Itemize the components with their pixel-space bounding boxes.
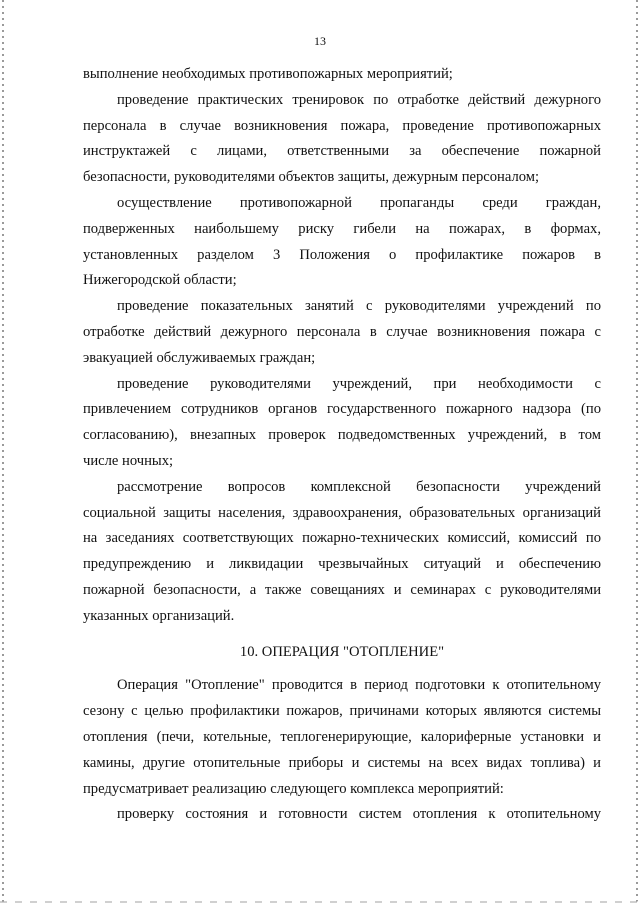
scan-right-edge: [636, 0, 638, 905]
page-number: 13: [314, 34, 326, 48]
text-line: предусматривает реализацию следующего комплекса мероприятий:: [83, 780, 504, 797]
text-line: указанных организаций.: [83, 607, 235, 624]
text-line: проведение показательных занятий с руководителями учреждений по: [117, 298, 601, 315]
text-line: Нижегородской области;: [83, 272, 237, 289]
scan-left-edge: [2, 0, 4, 905]
text-line: установленных разделом 3 Положения о профилактике пожаров в: [83, 246, 601, 263]
text-line: проверку состояния и готовности систем отопления к отопительному: [117, 806, 601, 823]
text-line: выполнение необходимых противопожарных мероприятий;: [83, 66, 453, 82]
text-line: пожарной безопасности, а также совещаниях и семинарах с руководителями: [83, 581, 601, 598]
text-line: подверженных наибольшему риску гибели на пожарах, в формах,: [83, 220, 601, 237]
section-heading: 10. ОПЕРАЦИЯ "ОТОПЛЕНИЕ": [239, 643, 445, 660]
text-line: персонала в случае возникновения пожара, проведение противопожарных: [83, 117, 601, 134]
scan-bottom-edge: [0, 901, 640, 903]
text-line: отопления (печи, котельные, теплогенерирующие, калориферные установки и: [83, 728, 601, 745]
text-line: привлечением сотрудников органов государственного пожарного надзора (по: [83, 401, 601, 418]
text-line: инструктажей с лицами, ответственными за обеспечение пожарной: [83, 143, 601, 160]
text-line: числе ночных;: [83, 452, 174, 469]
text-line: на заседаниях соответствующих пожарно-технических комиссий, комиссий по: [83, 530, 601, 547]
text-line: безопасности, руководителями объектов защиты, дежурным персоналом;: [83, 169, 540, 186]
text-line: проведение практических тренировок по отработке действий дежурного: [117, 91, 601, 108]
text-line: рассмотрение вопросов комплексной безопасности учреждений: [117, 478, 601, 495]
text-line: Операция "Отопление" проводится в период подготовки к отопительному: [117, 677, 601, 694]
text-line: осуществление противопожарной пропаганды среди граждан,: [117, 194, 601, 211]
text-line: сезону с целью профилактики пожаров, причинами которых являются системы: [83, 703, 601, 720]
text-line: камины, другие отопительные приборы и системы на всех видах топлива) и: [83, 754, 601, 771]
text-line: проведение руководителями учреждений, при необходимости с: [117, 375, 601, 392]
text-line: эвакуацией обслуживаемых граждан;: [83, 349, 316, 366]
text-line: социальной защиты населения, здравоохранения, образовательных организаций: [83, 504, 601, 521]
document-body: [83, 62, 601, 828]
text-line: отработке действий дежурного персонала в случае возникновения пожара с: [83, 323, 601, 340]
text-line: согласованию), внезапных проверок подведомственных учреждений, в том: [83, 427, 601, 444]
text-line: предупреждению и ликвидации чрезвычайных ситуаций и обеспечению: [83, 556, 601, 573]
